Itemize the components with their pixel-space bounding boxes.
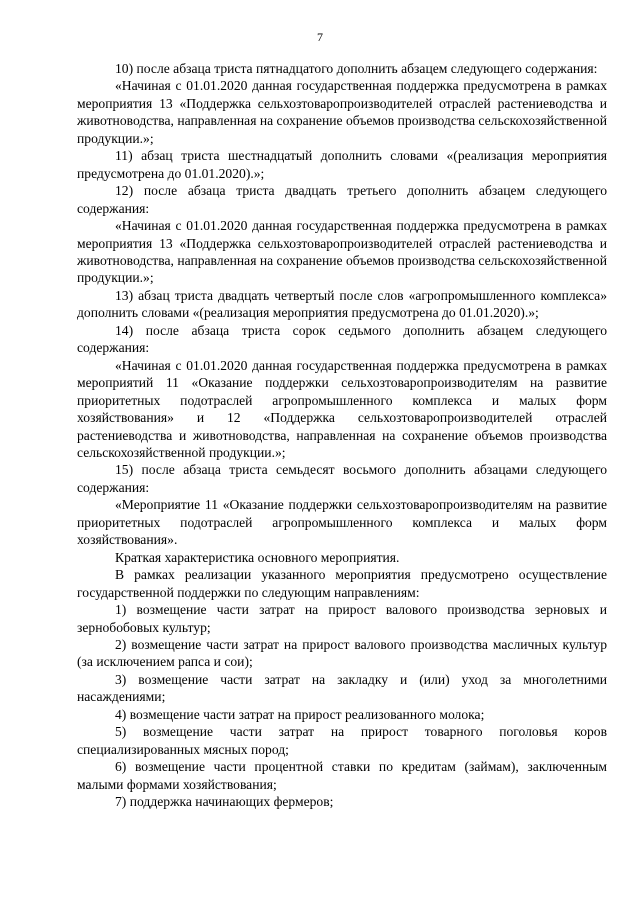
paragraph-amendment-12: 12) после абзаца триста двадцать третьего дополнить абзацем следующего содержания: [77, 183, 607, 216]
paragraph-brief-description: Краткая характеристика основного мероприятия. [115, 549, 400, 565]
paragraph-amendment-13: 13) абзац триста двадцать четвертый после слов «агропромышленного комплекса» дополнить словами «(реализация мероприятия предусмотрена до 01.01.2020).»; [77, 287, 607, 321]
list-item-3: 3) возмещение части затрат на закладку и (или) уход за многолетними насаждениями; [77, 671, 607, 705]
paragraph-quote-10: «Начиная с 01.01.2020 данная государственная поддержка предусмотрена в рамках мероприятия 13 «Поддержка сельхозтоваропроизводителей отраслей растениеводства и животноводства, направленная на сохранение объемов производства сельскохозяйственной продукции.»; [77, 78, 607, 146]
paragraph-amendment-15: 15) после абзаца триста семьдесят восьмого дополнить абзацами следующего содержания: [77, 462, 607, 495]
paragraph-amendment-11: 11) абзац триста шестнадцатый дополнить словами «(реализация мероприятия предусмотрена до 01.01.2020).»; [77, 148, 607, 181]
list-item-7: 7) поддержка начинающих фермеров; [115, 794, 334, 810]
list-item-6: 6) возмещение части процентной ставки по кредитам (займам), заключенным малыми формами хозяйствования; [77, 759, 607, 792]
list-item-4: 4) возмещение части затрат на прирост реализованного молока; [115, 706, 485, 722]
list-item-5: 5) возмещение части затрат на прирост товарного поголовья коров специализированных мясных пород; [77, 724, 607, 757]
paragraph-amendment-14: 14) после абзаца триста сорок седьмого дополнить абзацем следующего содержания: [77, 322, 607, 356]
document-body [77, 60, 607, 810]
list-item-1: 1) возмещение части затрат на прирост валового производства зерновых и зернобобовых культур; [77, 602, 607, 635]
list-item-2: 2) возмещение части затрат на прирост валового производства масличных культур (за исключением рапса и сои); [77, 636, 607, 670]
paragraph-amendment-10: 10) после абзаца триста пятнадцатого дополнить абзацем следующего содержания: [115, 61, 598, 76]
paragraph-quote-14: «Начиная с 01.01.2020 данная государственная поддержка предусмотрена в рамках мероприятий 11 «Оказание поддержки сельхозтоваропроизводителям на развитие приоритетных подотраслей агропромышленного комплекса и малых форм хозяйствования» и 12 «Поддержка сельхозтоваропроизводителей отраслей растениеводства и животноводства, направленная на сохранение объемов производства сельскохозяйственной продукции.»; [77, 357, 607, 460]
paragraph-support-intro: В рамках реализации указанного мероприятия предусмотрено осуществление государственной поддержки по следующим направлениям: [77, 567, 607, 600]
page-number: 7 [317, 30, 323, 44]
paragraph-measure-11-title: «Мероприятие 11 «Оказание поддержки сельхозтоваропроизводителям на развитие приоритетных подотраслей агропромышленного комплекса и малых форм хозяйствования». [77, 497, 607, 548]
paragraph-quote-12: «Начиная с 01.01.2020 данная государственная поддержка предусмотрена в рамках мероприятия 13 «Поддержка сельхозтоваропроизводителей отраслей растениеводства и животноводства, направленная на сохранение объемов производства сельскохозяйственной продукции.»; [77, 218, 607, 286]
